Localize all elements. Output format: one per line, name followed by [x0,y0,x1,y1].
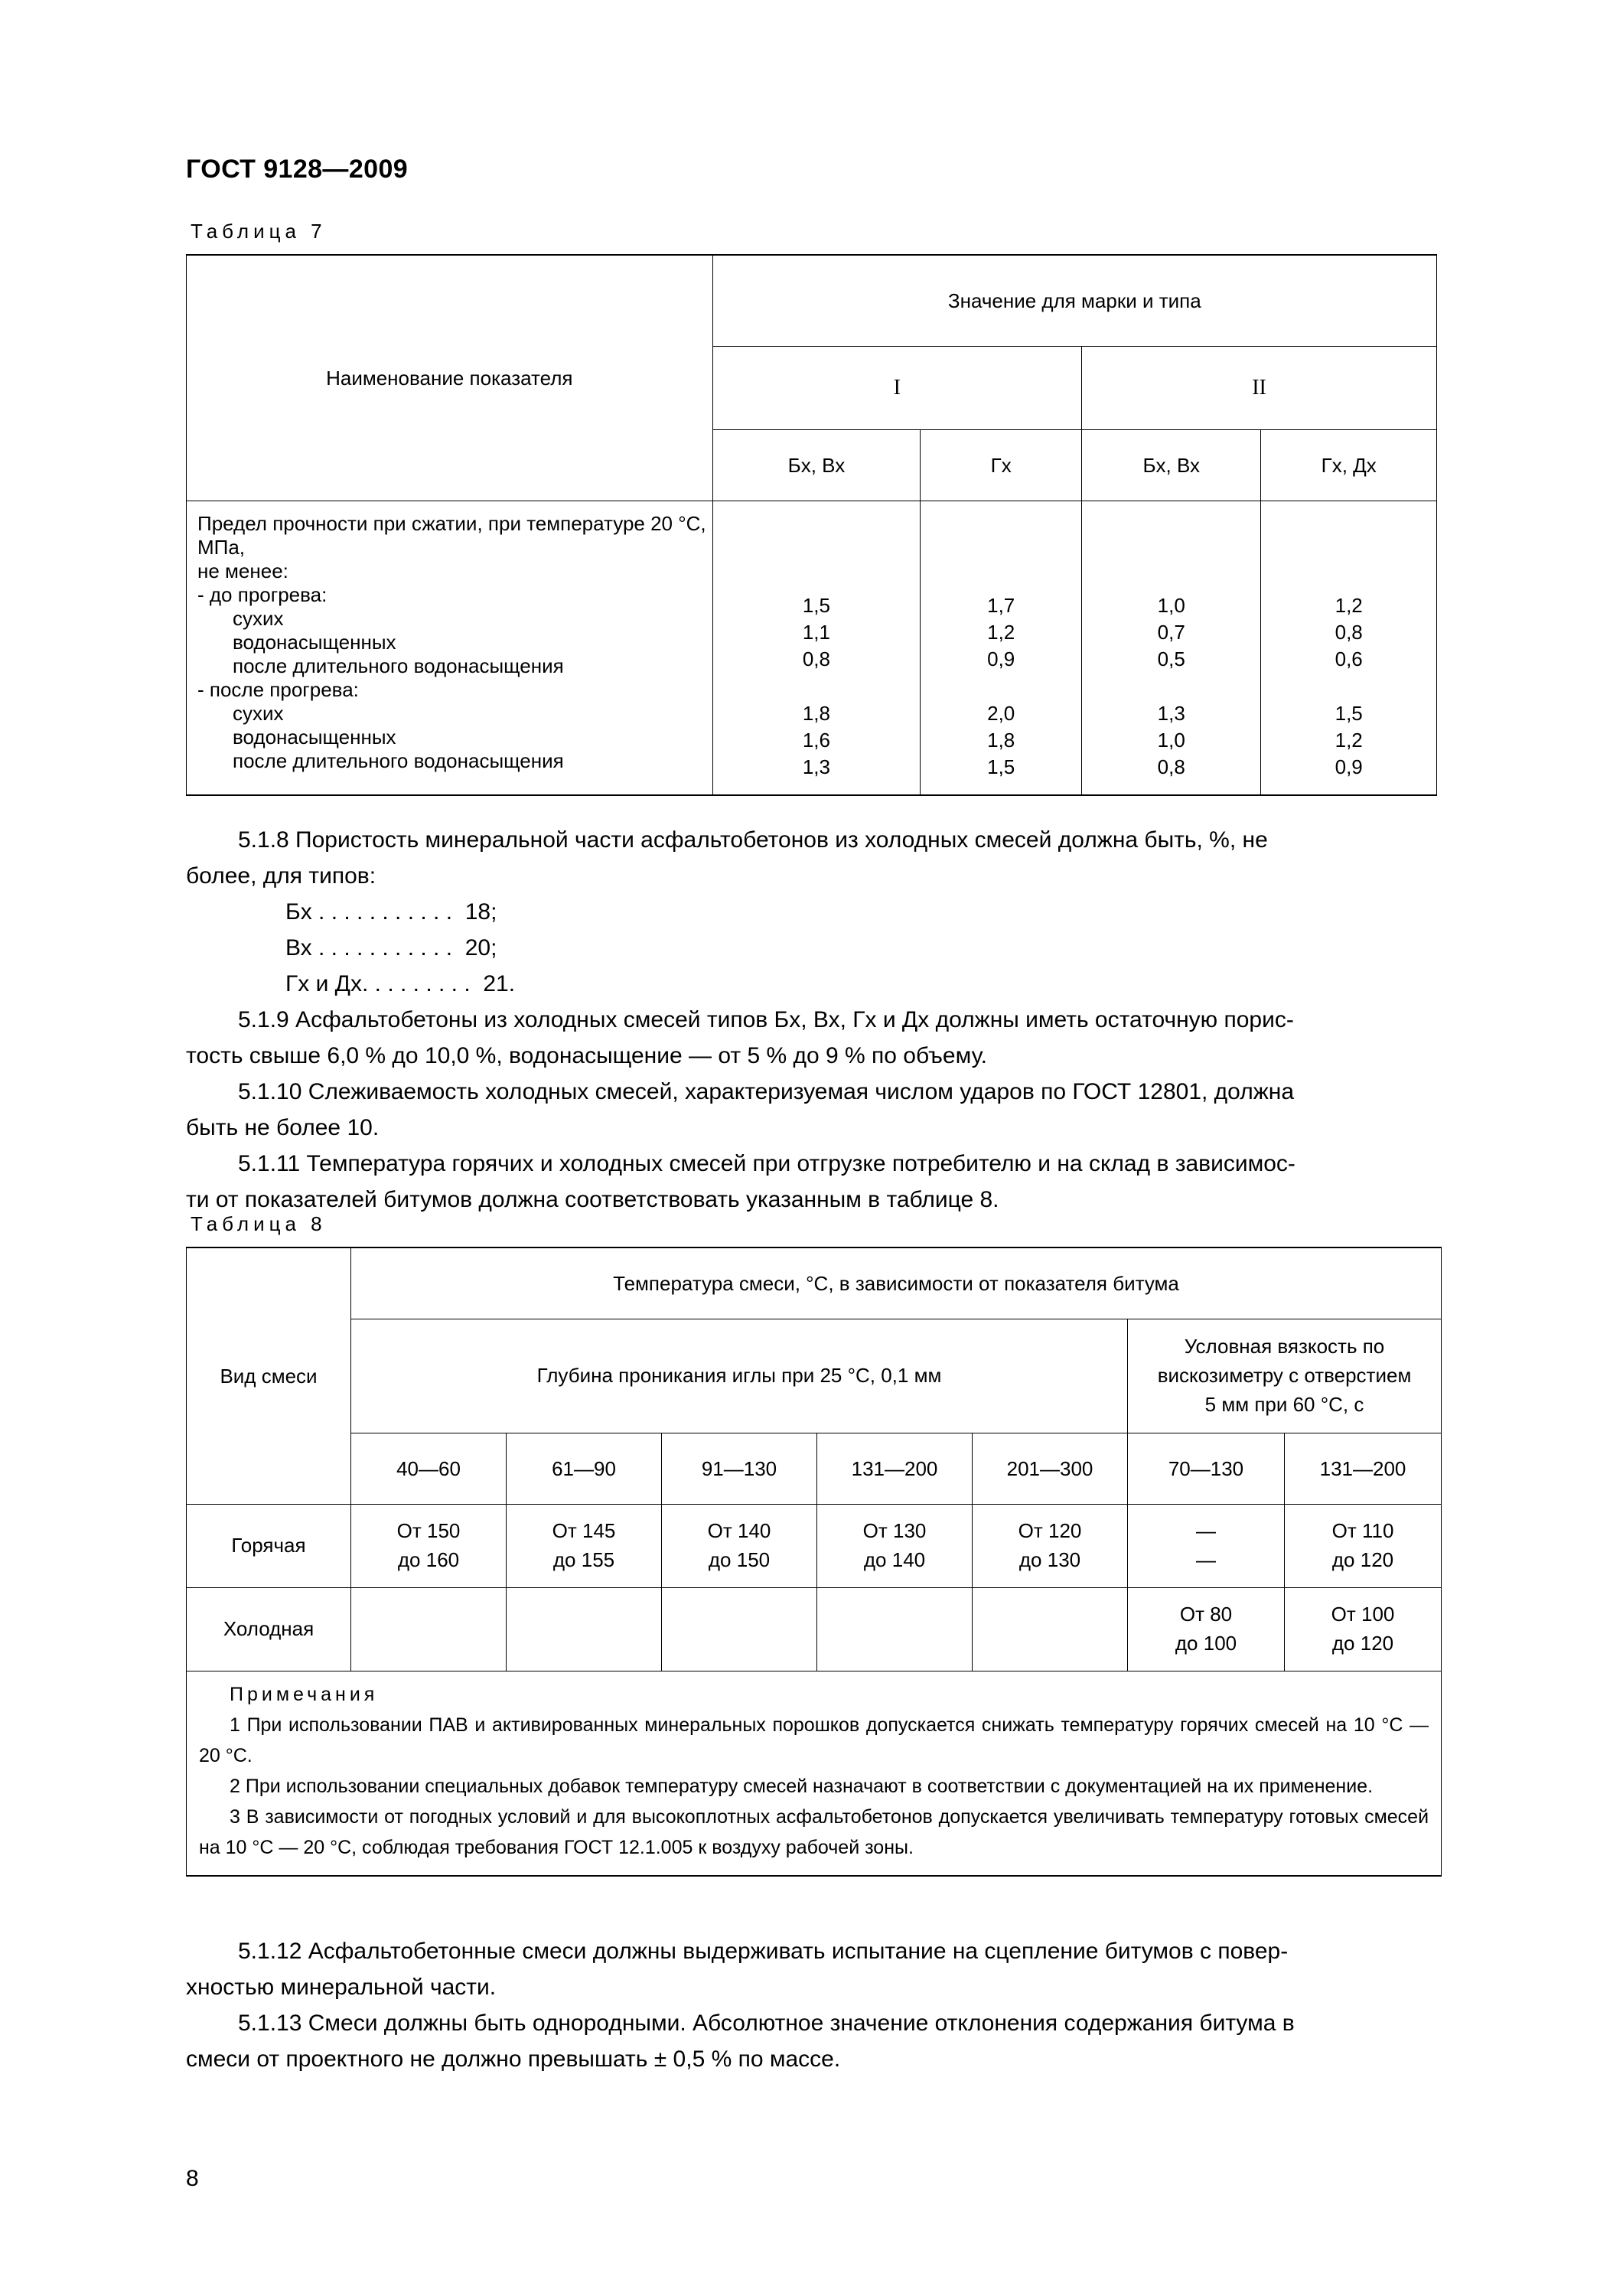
table-8-cell [1128,1505,1285,1588]
table-8-cell [817,1588,973,1671]
table-7-name-column-header: Наименование показателя [187,255,713,501]
table-7-mark-1-header: I [712,347,1082,430]
cell-from: От 140 [707,1519,771,1543]
table-row [187,1505,1442,1588]
prose-block-lower [186,1933,1441,2077]
viscosity-line-3: 5 мм при 60 °С, с [1204,1392,1364,1416]
value: 0,9 [987,647,1015,671]
p5111-line1: 5.1.11 Температура горячих и холодных смесей при отгрузке потребителю и на склад в зависимос- [238,1151,1295,1176]
note-item: 2 При использовании специальных добавок температуру смесей назначают в соответствии с документацией на их применение. [230,1776,1374,1797]
p518-line2-wrap [186,858,1441,894]
table-7-mark-2-header: II [1082,347,1437,430]
value: 0,8 [1157,755,1185,778]
table-7-subheader-3: Бх, Вх [1082,430,1261,501]
value: 1,8 [802,701,830,725]
value: 1,0 [1157,728,1185,752]
p5112-line2-wrap [186,1969,1441,2005]
viscosity-line-1: Условная вязкость по [1184,1335,1385,1358]
table-8-penetration-group-header: Глубина проникания иглы при 25 °С, 0,1 мм [351,1319,1128,1433]
paragraph-5-1-10 [186,1074,1441,1110]
cell-from: — [1196,1519,1216,1543]
p5110-line1: 5.1.10 Слеживаемость холодных смесей, характеризуемая числом ударов по ГОСТ 12801, должна [238,1079,1295,1104]
paragraph-5-1-11 [186,1146,1441,1182]
paragraph-5-1-8 [186,822,1441,858]
value: 0,6 [1335,647,1363,671]
table-8-cell [662,1588,817,1671]
cell-to: до 140 [863,1548,926,1571]
cell-from: От 145 [552,1519,616,1543]
table-8-range-4: 131—200 [817,1433,973,1505]
p519-line1: 5.1.9 Асфальтобетоны из холодных смесей типов Бх, Вх, Гх и Дх должны иметь остаточную порис- [238,1007,1294,1032]
value: 0,9 [1335,755,1363,778]
value: 1,3 [802,755,830,778]
table-7-values-col-2 [921,501,1082,795]
table-8 [186,1247,1442,1877]
cell-to: до 130 [1018,1548,1081,1571]
value: 1,3 [1157,701,1185,725]
p519-line2-wrap [186,1038,1441,1074]
table-8-range-6: 70—130 [1128,1433,1285,1505]
value: 1,5 [1335,701,1363,725]
cell-from: От 110 [1331,1519,1394,1543]
table-8-temperature-group-header: Температура смеси, °С, в зависимости от показателя битума [351,1247,1442,1319]
p5110-line2: быть не более 10. [186,1115,380,1140]
standard-header: ГОСТ 9128—2009 [186,155,409,184]
p5111-line2: ти от показателей битумов должна соответствовать указанным в таблице 8. [186,1187,999,1212]
table-8-range-1: 40—60 [351,1433,507,1505]
table-8-notes [187,1671,1442,1877]
prose-block-upper [186,822,1441,1218]
value: 1,2 [1335,594,1363,618]
indicator-title-line-1: Предел прочности при сжатии, при температуре 20 °С, МПа, [197,512,706,559]
table-row [187,255,1437,347]
value: 1,6 [802,728,830,752]
cell-to: до 120 [1331,1632,1394,1655]
indicator-group-1-item-3: после длительного водонасыщения [233,654,564,677]
cell-from: От 80 [1179,1603,1233,1626]
table-8-row-name-hot: Горячая [187,1505,351,1588]
table-7 [186,254,1437,796]
list-item: Бх . . . . . . . . . . . 18; [285,899,497,925]
paragraph-5-1-12 [186,1933,1441,1969]
table-7-values-col-3 [1082,501,1261,795]
porosity-list [186,894,1441,1002]
table-8-cell [973,1588,1128,1671]
indicator-group-2-label: - после прогрева: [197,678,359,701]
p518-line2: более, для типов: [186,863,376,889]
table-8-range-5: 201—300 [973,1433,1128,1505]
cell-to: — [1196,1548,1216,1571]
table-8-cell [507,1588,662,1671]
table-7-values-col-4 [1261,501,1437,795]
table-row [187,501,1437,795]
indicator-group-2-item-1: сухих [233,702,284,725]
table-8-cell [817,1505,973,1588]
table-7-subheader-1: Бх, Вх [712,430,921,501]
paragraph-5-1-9 [186,1002,1441,1038]
cell-from: От 100 [1331,1603,1395,1626]
table-8-vid-smesi-header: Вид смеси [187,1247,351,1505]
value: 0,7 [1157,621,1185,644]
value: 1,8 [987,728,1015,752]
value: 1,1 [802,621,830,644]
cell-from: От 150 [396,1519,461,1543]
table-8-cell [1285,1588,1442,1671]
notes-title: Примечания [230,1684,379,1705]
list-item: Гх и Дх. . . . . . . . . 21. [285,971,516,996]
table-7-caption: Таблица 7 [191,220,327,243]
table-8-cell [1128,1588,1285,1671]
table-row [187,1247,1442,1319]
table-7-indicator-cell [187,501,713,795]
cell-from: От 120 [1018,1519,1082,1543]
table-8-cell [662,1505,817,1588]
value: 0,5 [1157,647,1185,671]
p5112-line2: хностью минеральной части. [186,1975,497,2000]
table-8-range-2: 61—90 [507,1433,662,1505]
page-number: 8 [186,2166,199,2191]
table-8-cell [351,1588,507,1671]
p519-line2: тость свыше 6,0 % до 10,0 %, водонасыщение — от 5 % до 9 % по объему. [186,1043,987,1068]
cell-to: до 155 [552,1548,615,1571]
p5113-line1: 5.1.13 Смеси должны быть однородными. Абсолютное значение отклонения содержания битума в [238,2011,1295,2036]
table-7-subheader-4: Гх, Дх [1261,430,1437,501]
indicator-group-1-label: - до прогрева: [197,583,328,606]
note-item: 1 При использовании ПАВ и активированных минеральных порошков допускается снижать температуру горячих смесей на 10 °С — 20 °С. [199,1714,1429,1766]
p5110-line2-wrap [186,1110,1441,1146]
table-8-viscosity-group-header [1128,1319,1442,1433]
value: 0,8 [802,647,830,671]
value: 1,7 [987,594,1015,618]
viscosity-line-2: вискозиметру с отверстием [1157,1364,1412,1388]
p5112-line1: 5.1.12 Асфальтобетонные смеси должны выдерживать испытание на сцепление битумов с повер- [238,1939,1289,1964]
table-8-cell [351,1505,507,1588]
indicator-group-2-item-3: после длительного водонасыщения [233,749,564,772]
cell-to: до 120 [1331,1548,1394,1571]
list-item: Вх . . . . . . . . . . . 20; [285,935,497,960]
indicator-title-line-2: не менее: [197,559,288,582]
indicator-group-1-item-2: водонасыщенных [233,631,396,654]
p518-line1: 5.1.8 Пористость минеральной части асфальтобетонов из холодных смесей должна быть, %, не [238,827,1268,853]
note-item: 3 В зависимости от погодных условий и для высокоплотных асфальтобетонов допускается увеличивать температуру готовых смесей на 10 °С — 20 °С, соблюдая требования ГОСТ 12.1.005 к воздуху рабочей зоны. [199,1806,1429,1858]
value: 1,2 [1335,728,1363,752]
table-row [187,1588,1442,1671]
table-8-range-7: 131—200 [1285,1433,1442,1505]
table-8-cell [1285,1505,1442,1588]
paragraph-5-1-13 [186,2005,1441,2041]
cell-to: до 100 [1175,1632,1237,1655]
table-8-range-3: 91—130 [662,1433,817,1505]
table-row [187,1319,1442,1433]
cell-from: От 130 [862,1519,927,1543]
table-row [187,1671,1442,1877]
table-7-values-col-1 [712,501,921,795]
table-7-value-group-header: Значение для марки и типа [712,255,1436,347]
table-8-cell [973,1505,1128,1588]
cell-to: до 150 [708,1548,771,1571]
table-7-subheader-2: Гх [921,430,1082,501]
table-8-cell [507,1505,662,1588]
table-7-block [186,220,1437,796]
p5113-line2-wrap [186,2041,1441,2077]
indicator-group-2-item-2: водонасыщенных [233,726,396,748]
value: 1,5 [802,594,830,618]
value: 1,5 [987,755,1015,778]
table-8-caption: Таблица 8 [191,1212,327,1235]
indicator-group-1-item-1: сухих [233,607,284,630]
table-8-row-name-cold: Холодная [187,1588,351,1671]
value: 2,0 [987,701,1015,725]
table-8-block [186,1212,1441,1877]
value: 1,0 [1157,594,1185,618]
table-row [187,1433,1442,1505]
value: 1,2 [987,621,1015,644]
p5113-line2: смеси от проектного не должно превышать ± 0,5 % по массе. [186,2047,841,2072]
cell-to: до 160 [397,1548,460,1571]
value: 0,8 [1335,621,1363,644]
